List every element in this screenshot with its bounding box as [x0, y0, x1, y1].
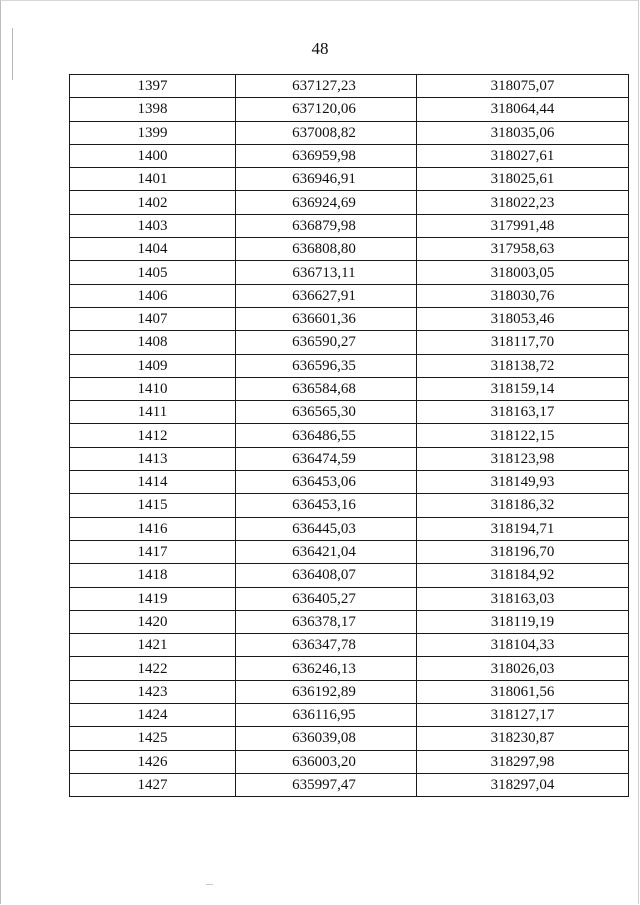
- point-number-cell: 1407: [70, 307, 236, 330]
- table-row: [70, 424, 629, 447]
- x-coordinate-cell: 637008,82: [236, 121, 417, 144]
- table-row: [70, 284, 629, 307]
- table-row: [70, 214, 629, 237]
- point-number-cell: 1417: [70, 540, 236, 563]
- table-row: [70, 750, 629, 773]
- x-coordinate-cell: 636003,20: [236, 750, 417, 773]
- y-coordinate-cell: 318127,17: [417, 704, 629, 727]
- point-number-cell: 1399: [70, 121, 236, 144]
- x-coordinate-cell: 636408,07: [236, 564, 417, 587]
- y-coordinate-cell: 318138,72: [417, 354, 629, 377]
- y-coordinate-cell: 317991,48: [417, 214, 629, 237]
- table-row: [70, 634, 629, 657]
- x-coordinate-cell: 635997,47: [236, 773, 417, 796]
- x-coordinate-cell: 636924,69: [236, 191, 417, 214]
- point-number-cell: 1405: [70, 261, 236, 284]
- table-row: [70, 704, 629, 727]
- point-number-cell: 1413: [70, 447, 236, 470]
- x-coordinate-cell: 636405,27: [236, 587, 417, 610]
- table-row: [70, 610, 629, 633]
- table-row: [70, 191, 629, 214]
- y-coordinate-cell: 318003,05: [417, 261, 629, 284]
- x-coordinate-cell: 636474,59: [236, 447, 417, 470]
- x-coordinate-cell: 636946,91: [236, 168, 417, 191]
- point-number-cell: 1402: [70, 191, 236, 214]
- x-coordinate-cell: 636421,04: [236, 540, 417, 563]
- table-row: [70, 494, 629, 517]
- point-number-cell: 1403: [70, 214, 236, 237]
- point-number-cell: 1423: [70, 680, 236, 703]
- x-coordinate-cell: 636879,98: [236, 214, 417, 237]
- x-coordinate-cell: 636596,35: [236, 354, 417, 377]
- x-coordinate-cell: 636584,68: [236, 377, 417, 400]
- table-row: [70, 773, 629, 796]
- x-coordinate-cell: 636486,55: [236, 424, 417, 447]
- table-row: [70, 354, 629, 377]
- y-coordinate-cell: 318149,93: [417, 471, 629, 494]
- y-coordinate-cell: 318030,76: [417, 284, 629, 307]
- y-coordinate-cell: 318022,23: [417, 191, 629, 214]
- scan-footer-mark: [206, 884, 213, 885]
- table-row: [70, 564, 629, 587]
- table-row: [70, 377, 629, 400]
- y-coordinate-cell: 318104,33: [417, 634, 629, 657]
- y-coordinate-cell: 318194,71: [417, 517, 629, 540]
- y-coordinate-cell: 318230,87: [417, 727, 629, 750]
- x-coordinate-cell: 636601,36: [236, 307, 417, 330]
- coordinates-table: [69, 74, 629, 797]
- table-row: [70, 238, 629, 261]
- point-number-cell: 1397: [70, 75, 236, 98]
- x-coordinate-cell: 636347,78: [236, 634, 417, 657]
- table-row: [70, 471, 629, 494]
- point-number-cell: 1419: [70, 587, 236, 610]
- x-coordinate-cell: 636039,08: [236, 727, 417, 750]
- x-coordinate-cell: 636590,27: [236, 331, 417, 354]
- point-number-cell: 1414: [70, 471, 236, 494]
- y-coordinate-cell: 318075,07: [417, 75, 629, 98]
- y-coordinate-cell: 318053,46: [417, 307, 629, 330]
- x-coordinate-cell: 636808,80: [236, 238, 417, 261]
- y-coordinate-cell: 318117,70: [417, 331, 629, 354]
- table-row: [70, 261, 629, 284]
- y-coordinate-cell: 318159,14: [417, 377, 629, 400]
- point-number-cell: 1408: [70, 331, 236, 354]
- table-row: [70, 680, 629, 703]
- table-row: [70, 331, 629, 354]
- x-coordinate-cell: 637127,23: [236, 75, 417, 98]
- point-number-cell: 1425: [70, 727, 236, 750]
- x-coordinate-cell: 636453,06: [236, 471, 417, 494]
- point-number-cell: 1416: [70, 517, 236, 540]
- table-row: [70, 540, 629, 563]
- point-number-cell: 1404: [70, 238, 236, 261]
- point-number-cell: 1418: [70, 564, 236, 587]
- x-coordinate-cell: 636565,30: [236, 401, 417, 424]
- y-coordinate-cell: 318163,03: [417, 587, 629, 610]
- x-coordinate-cell: 636378,17: [236, 610, 417, 633]
- point-number-cell: 1410: [70, 377, 236, 400]
- point-number-cell: 1412: [70, 424, 236, 447]
- point-number-cell: 1420: [70, 610, 236, 633]
- y-coordinate-cell: 318027,61: [417, 144, 629, 167]
- coordinates-table-body: [70, 75, 629, 797]
- x-coordinate-cell: 637120,06: [236, 98, 417, 121]
- x-coordinate-cell: 636959,98: [236, 144, 417, 167]
- y-coordinate-cell: 318061,56: [417, 680, 629, 703]
- table-row: [70, 587, 629, 610]
- y-coordinate-cell: 318035,06: [417, 121, 629, 144]
- point-number-cell: 1415: [70, 494, 236, 517]
- point-number-cell: 1406: [70, 284, 236, 307]
- x-coordinate-cell: 636713,11: [236, 261, 417, 284]
- point-number-cell: 1401: [70, 168, 236, 191]
- y-coordinate-cell: 318119,19: [417, 610, 629, 633]
- table-row: [70, 307, 629, 330]
- y-coordinate-cell: 318064,44: [417, 98, 629, 121]
- table-row: [70, 168, 629, 191]
- y-coordinate-cell: 318025,61: [417, 168, 629, 191]
- table-row: [70, 657, 629, 680]
- y-coordinate-cell: 318297,98: [417, 750, 629, 773]
- table-row: [70, 75, 629, 98]
- x-coordinate-cell: 636627,91: [236, 284, 417, 307]
- y-coordinate-cell: 318186,32: [417, 494, 629, 517]
- table-row: [70, 98, 629, 121]
- page-number: 48: [311, 39, 329, 58]
- point-number-cell: 1427: [70, 773, 236, 796]
- y-coordinate-cell: 318163,17: [417, 401, 629, 424]
- table-row: [70, 517, 629, 540]
- y-coordinate-cell: 318184,92: [417, 564, 629, 587]
- y-coordinate-cell: 318297,04: [417, 773, 629, 796]
- y-coordinate-cell: 318123,98: [417, 447, 629, 470]
- x-coordinate-cell: 636453,16: [236, 494, 417, 517]
- table-row: [70, 121, 629, 144]
- x-coordinate-cell: 636246,13: [236, 657, 417, 680]
- point-number-cell: 1424: [70, 704, 236, 727]
- table-row: [70, 447, 629, 470]
- x-coordinate-cell: 636192,89: [236, 680, 417, 703]
- point-number-cell: 1398: [70, 98, 236, 121]
- table-row: [70, 401, 629, 424]
- point-number-cell: 1411: [70, 401, 236, 424]
- x-coordinate-cell: 636445,03: [236, 517, 417, 540]
- y-coordinate-cell: 318122,15: [417, 424, 629, 447]
- table-row: [70, 144, 629, 167]
- x-coordinate-cell: 636116,95: [236, 704, 417, 727]
- y-coordinate-cell: 317958,63: [417, 238, 629, 261]
- point-number-cell: 1426: [70, 750, 236, 773]
- point-number-cell: 1422: [70, 657, 236, 680]
- y-coordinate-cell: 318026,03: [417, 657, 629, 680]
- point-number-cell: 1409: [70, 354, 236, 377]
- table-row: [70, 727, 629, 750]
- point-number-cell: 1421: [70, 634, 236, 657]
- point-number-cell: 1400: [70, 144, 236, 167]
- y-coordinate-cell: 318196,70: [417, 540, 629, 563]
